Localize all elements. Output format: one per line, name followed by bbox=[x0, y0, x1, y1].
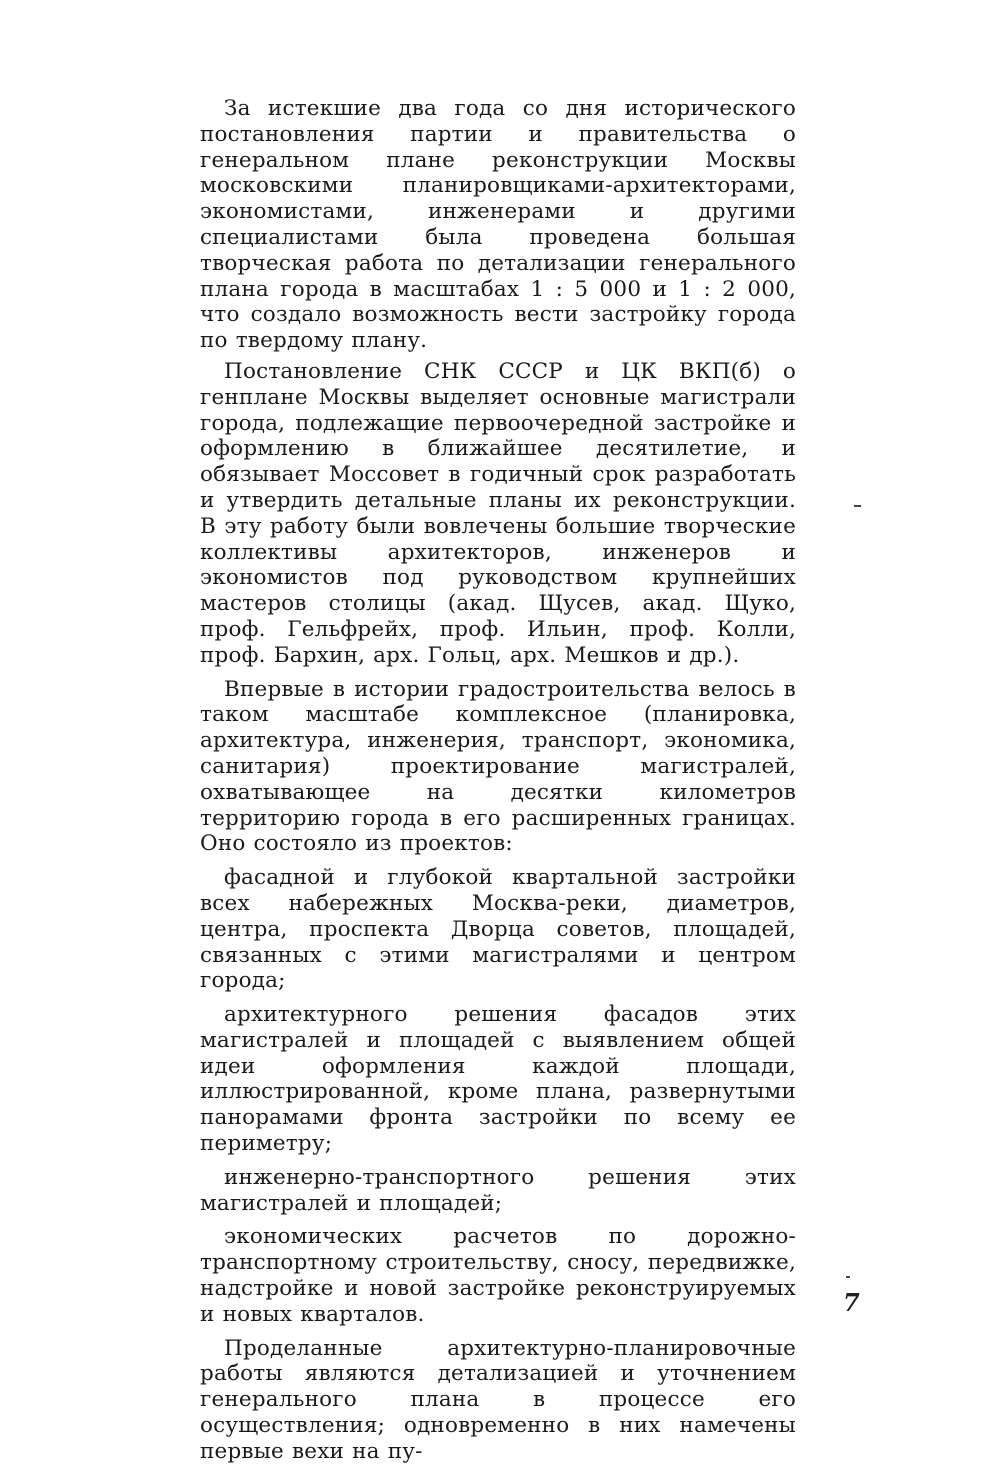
list-item-engineering: инженерно-транспортного решения этих магистралей и площадей; bbox=[200, 1164, 796, 1216]
paragraph-1: За истекшие два года со дня исторического постановления партии и правительства о генеральном плане реконструкции Москвы московскими планировщиками-архитекторами, экономистами, инженерами и другими специалистами была проведена большая творческая работа по детализации генерального плана города в масштабах 1 : 5 000 и 1 : 2 000, что создало возможность вести застройку города по твердому плану. bbox=[200, 96, 796, 354]
list-item-architecture: архитектурного решения фасадов этих магистралей и площадей с выявлением общей идеи оформления каждой площади, иллюстрированной, кроме плана, развернутыми панорамами фронта застройки по всему ее периметру; bbox=[200, 1002, 796, 1157]
paragraph-last: Проделанные архитектурно-планировочные работы являются детализацией и уточнением генерального плана в процессе его осуществления; одновременно в них намечены первые вехи на пу- bbox=[200, 1335, 796, 1464]
page-body bbox=[200, 96, 796, 1470]
list-item-facades: фасадной и глубокой квартальной застройки всех набережных Москва-реки, диаметров, центра, проспекта Дворца советов, площадей, связанных с этими магистралями и центром города; bbox=[200, 865, 796, 994]
scan-speck bbox=[854, 505, 861, 507]
list-item-economics: экономических расчетов по дорожно-транспортному строительству, сносу, передвижке, надстройке и новой застройке реконструируемых и новых кварталов. bbox=[200, 1224, 796, 1327]
scan-speck bbox=[846, 1276, 850, 1278]
paragraph-3: Впервые в истории градостроительства велось в таком масштабе комплексное (планировка, архитектура, инженерия, транспорт, экономика, санитария) проектирование магистралей, охватывающее на десятки километров территорию города в его расширенных границах. Оно состояло из проектов: bbox=[200, 676, 796, 857]
paragraph-2: Постановление СНК СССР и ЦК ВКП(б) о генплане Москвы выделяет основные магистрали города, подлежащие первоочередной застройке и оформлению в ближайшее десятилетие, и обязывает Моссовет в годичный срок разработать и утвердить детальные планы их реконструкции. В эту работу были вовлечены большие творческие коллективы архитекторов, инженеров и экономистов под руководством крупнейших мастеров столицы (акад. Щусев, акад. Щуко, проф. Гельфрейх, проф. Ильин, проф. Колли, проф. Бархин, арх. Гольц, арх. Мешков и др.). bbox=[200, 358, 796, 668]
page-number: 7 bbox=[843, 1288, 860, 1317]
